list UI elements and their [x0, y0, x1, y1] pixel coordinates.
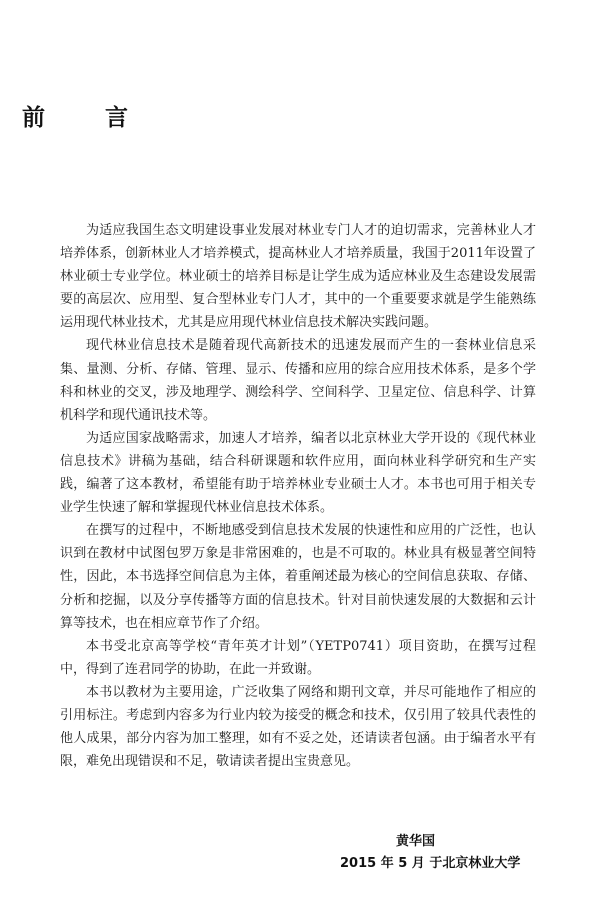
- paragraph-2: 现代林业信息技术是随着现代高新技术的迅速发展而产生的一套林业信息采集、量测、分析、存储、管理、显示、传播和应用的综合应用技术体系，是多个学科和林业的交叉，涉及地理学、测绘科学、空间科学、卫星定位、信息科学、计算机科学和现代通讯技术等。: [60, 338, 536, 423]
- paragraph-3: 为适应国家战略需求，加速人才培养，编者以北京林业大学开设的《现代林业信息技术》讲稿为基础，结合科研课题和软件应用，面向林业科学研究和生产实践，编著了这本教材，希望能有助于培养林业专业硕士人才。本书也可用于相关专业学生快速了解和掌握现代林业信息技术体系。: [60, 430, 536, 516]
- paragraph-1: 为适应我国生态文明建设事业发展对林业专门人才的迫切需求，完善林业人才培养体系，创新林业人才培养模式，提高林业人才培养质量，我国于2011年设置了林业硕士专业学位。林业硕士的培养目标是让学生成为适应林业及生态建设发展需要的高层次、应用型、复合型林业专门人才，其中的一个重要要求就是学生能熟练运用现代林业技术，尤其是应用现代林业信息技术解决实践问题。: [60, 223, 536, 331]
- paragraph-6: 本书以教材为主要用途，广泛收集了网络和期刊文章，并尽可能地作了相应的引用标注。考虑到内容多为行业内较为接受的概念和技术，仅引用了较具代表性的他人成果，部分内容为加工整理，如有不妥之处，还请读者包涵。由于编者水平有限，难免出现错误和不足，敬请读者提出宝贵意见。: [60, 684, 536, 770]
- page-title: 前 言: [22, 105, 155, 131]
- signature-date: 2015 年 5 月 于北京林业大学: [340, 856, 521, 871]
- author-name: 黄华国: [396, 834, 436, 849]
- paragraph-4: 在撰写的过程中，不断地感受到信息技术发展的快速性和应用的广泛性，也认识到在教材中试图包罗万象是非常困难的，也是不可取的。林业具有极显著空间特性，因此，本书选择空间信息为主体，着重阐述最为核心的空间信息获取、存储、分析和挖掘，以及分享传播等方面的信息技术。针对目前快速发展的大数据和云计算等技术，也在相应章节作了介绍。: [60, 523, 536, 631]
- preface-body: [60, 219, 536, 773]
- signature-block: [340, 831, 540, 875]
- paragraph-5: 本书受北京高等学校“青年英才计划”（YETP0741）项目资助，在撰写过程中，得到了连君同学的协助，在此一并致谢。: [60, 638, 536, 677]
